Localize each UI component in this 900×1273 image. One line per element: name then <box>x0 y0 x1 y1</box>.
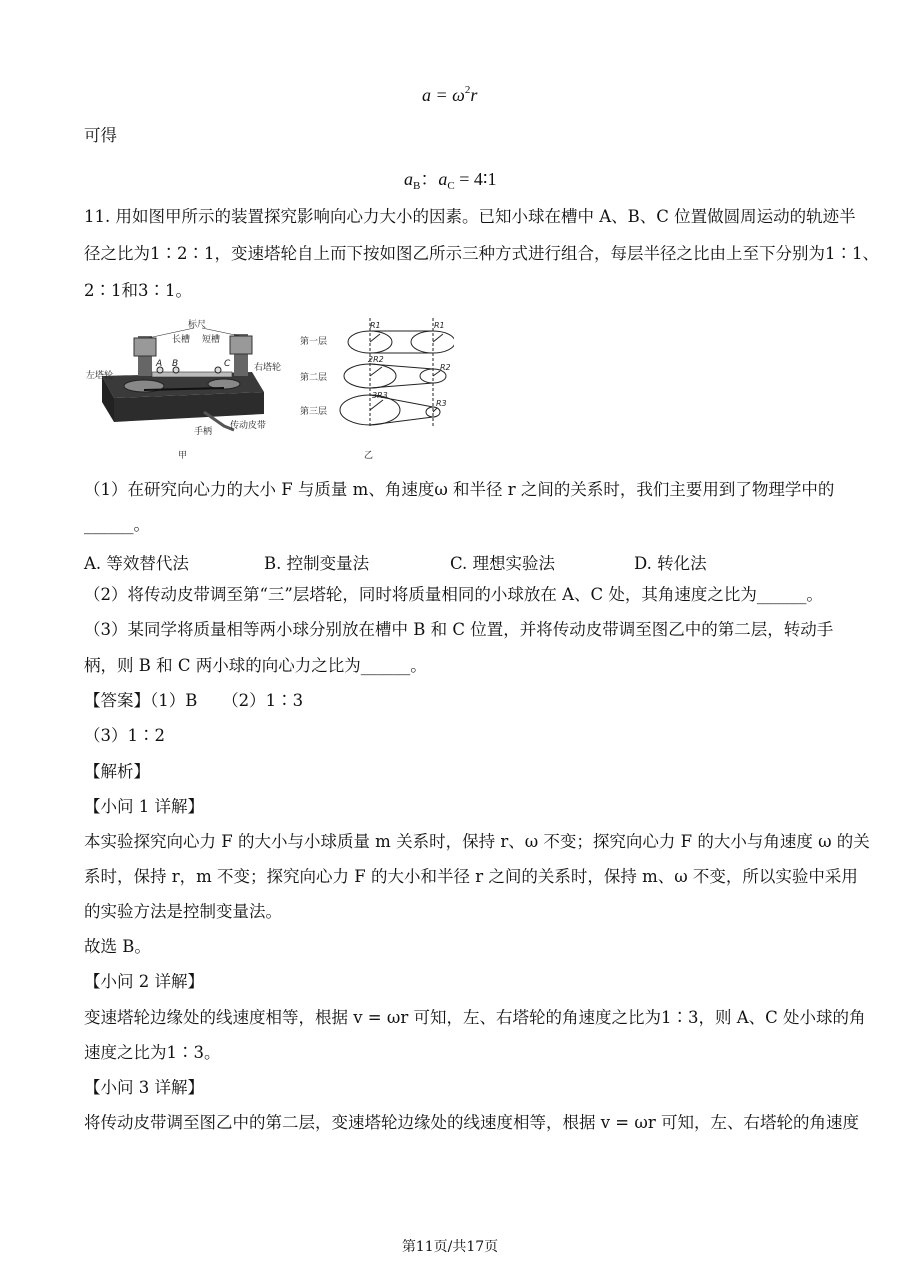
analysis-s2-title: 【小问 2 详解】 <box>84 972 204 991</box>
eq1-r: r <box>470 85 478 105</box>
caption-yi: 乙 <box>364 451 374 461</box>
analysis-s3-line-1: 将传动皮带调至图乙中的第二层，变速塔轮边缘处的线速度相等，根据 v = ωr 可知，左、右塔轮的角速度 <box>84 1113 859 1132</box>
text-keyi: 可得 <box>84 126 117 145</box>
layer2-radius-left <box>370 367 382 376</box>
equation-centripetal <box>422 84 477 106</box>
analysis-s2-line-1: 变速塔轮边缘处的线速度相等，根据 v = ωr 可知，左、右塔轮的角速度之比为1∶3，则 A、C 处小球的角 <box>84 1008 866 1027</box>
right-spring <box>230 336 252 354</box>
eq1-sup: 2 <box>464 84 471 96</box>
layer1-radius-left <box>370 334 380 342</box>
analysis-title: 【解析】 <box>84 762 150 781</box>
label-layer1: 第一层 <box>300 337 328 347</box>
layer3-radius-right <box>433 408 437 412</box>
sub3-line-2: 柄，则 B 和 C 两小球的向心力之比为______。 <box>84 656 427 675</box>
eq2-a: a <box>404 169 413 189</box>
label-c: C <box>224 359 231 369</box>
layer2-radius-right <box>433 371 440 376</box>
question-line-3: 2∶1和3∶1。 <box>84 281 192 300</box>
label-biaochi: 标尺 <box>188 320 207 330</box>
option-d: D. 转化法 <box>634 554 707 573</box>
left-spring <box>134 338 156 356</box>
option-a: A. 等效替代法 <box>84 554 189 573</box>
layer3-radius-left <box>370 400 383 410</box>
label-r3-left: 3R3 <box>372 391 388 400</box>
label-shoubing: 手柄 <box>194 427 213 437</box>
sub2-line: （2）将传动皮带调至第“三”层塔轮，同时将质量相同的小球放在 A、C 处，其角速度之比为______。 <box>84 585 823 604</box>
eq2-a2: a <box>438 169 448 189</box>
figure-jia <box>86 318 281 461</box>
sub3-line-1: （3）某同学将质量相等两小球分别放在槽中 B 和 C 位置，并将传动皮带调至图乙中的第二层，转动手 <box>84 620 834 639</box>
analysis-s1-line-3: 的实验方法是控制变量法。 <box>84 902 282 921</box>
eq2-sub-b: B <box>413 180 421 192</box>
layer2-belt-bottom <box>370 383 433 388</box>
eq1-lhs: a = ω <box>422 85 465 105</box>
label-zuotalun: 左塔轮 <box>86 371 114 381</box>
eq2-rhs: = 4∶1 <box>454 169 497 189</box>
analysis-s1-title: 【小问 1 详解】 <box>84 797 204 816</box>
option-c: C. 理想实验法 <box>450 554 556 573</box>
label-r1-left: R1 <box>370 321 381 330</box>
sub1-line-2: ______。 <box>84 515 150 534</box>
answer-line-2: （3）1∶2 <box>84 726 165 745</box>
equation-ratio <box>404 165 497 192</box>
option-b: B. 控制变量法 <box>264 554 370 573</box>
eq2-sub-c: C <box>447 180 455 192</box>
question-line-1: 11. 用如图甲所示的装置探究影响向心力大小的因素。已知小球在槽中 A、B、C 位置做圆周运动的轨迹半 <box>84 207 856 226</box>
analysis-s1-line-2: 系时，保持 r，m 不变；探究向心力 F 的大小和半径 r 之间的关系时，保持 m、ω 不变，所以实验中采用 <box>84 867 858 886</box>
label-a: A <box>156 359 163 369</box>
label-r3-right: R3 <box>436 399 447 408</box>
layer3-belt-bottom <box>370 417 433 425</box>
label-layer3: 第三层 <box>300 407 328 417</box>
apparatus-figure <box>84 314 454 464</box>
label-r2-left: 2R2 <box>368 355 384 364</box>
question-line-2: 径之比为1∶2∶1，变速塔轮自上而下按如图乙所示三种方式进行组合，每层半径之比由上至下分别为1∶1、 <box>84 244 879 263</box>
sub1-line-1: （1）在研究向心力的大小 F 与质量 m、角速度ω 和半径 r 之间的关系时，我们主要用到了物理学中的 <box>84 480 835 499</box>
page-footer: 第11页/共17页 <box>401 1239 499 1255</box>
label-layer2: 第二层 <box>300 373 328 383</box>
label-r1-right: R1 <box>434 321 445 330</box>
figure-yi <box>340 318 454 426</box>
analysis-s2-line-2: 速度之比为1∶3。 <box>84 1043 221 1062</box>
ball-c <box>215 367 221 373</box>
label-chuandong: 传动皮带 <box>230 421 267 431</box>
caption-jia: 甲 <box>178 451 188 461</box>
label-b: B <box>172 359 179 369</box>
analysis-s1-line-4: 故选 B。 <box>84 937 151 956</box>
answer-line-1: 【答案】（1）B （2）1∶3 <box>84 691 304 710</box>
label-youtalun: 右塔轮 <box>254 363 282 373</box>
label-r2-right: R2 <box>440 363 451 372</box>
analysis-s1-line-1: 本实验探究向心力 F 的大小与小球质量 m 关系时，保持 r、ω 不变；探究向心力 F 的大小与角速度 ω 的关 <box>84 832 870 851</box>
eq2-colon: ： <box>420 169 439 189</box>
layer2-belt-top <box>370 364 433 369</box>
label-changcao: 长槽 <box>172 335 191 345</box>
label-duancao: 短槽 <box>202 335 221 345</box>
analysis-s3-title: 【小问 3 详解】 <box>84 1078 204 1097</box>
layer1-radius-right <box>433 334 443 342</box>
